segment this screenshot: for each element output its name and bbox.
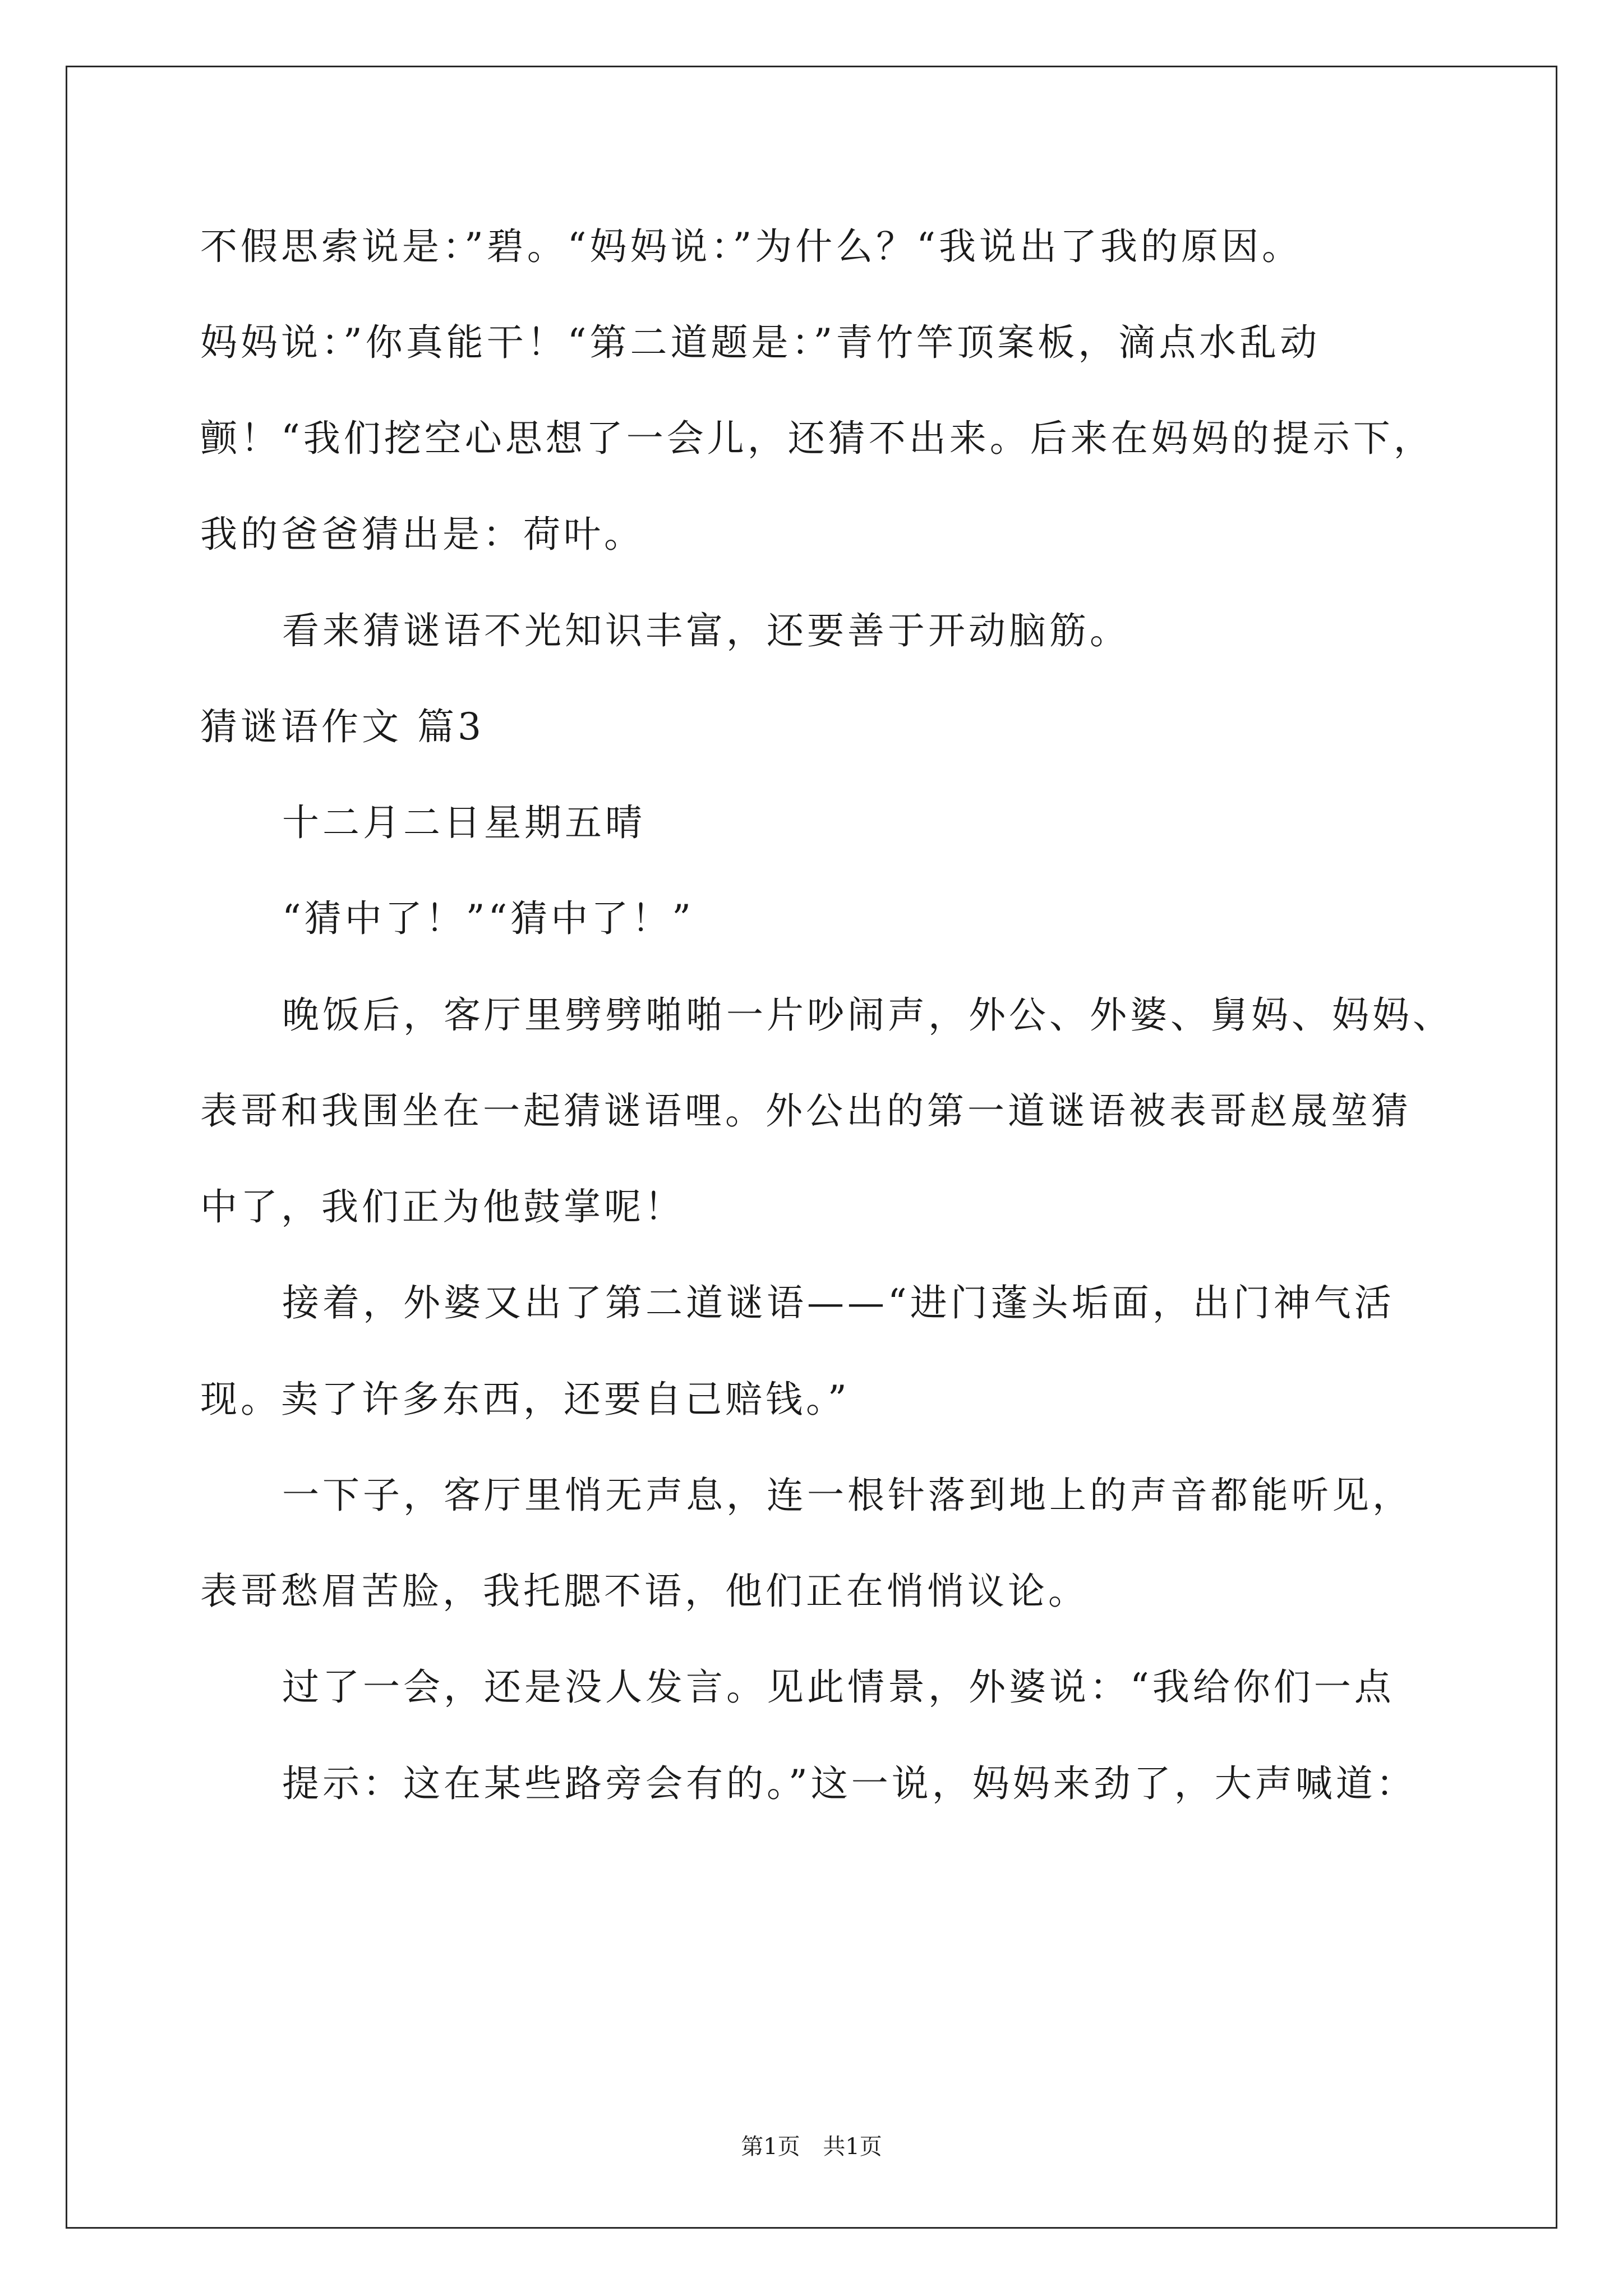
text-line: 中了，我们正为他鼓掌呢！ xyxy=(200,1185,685,1228)
page-number-total: 共1页 xyxy=(823,2134,882,2160)
text-line: 现。卖了许多东西，还要自己赔钱。” xyxy=(200,1378,850,1421)
page-number-current: 第1页 xyxy=(741,2134,800,2160)
text-line: 十二月二日星期五晴 xyxy=(282,801,645,844)
text-line: “猜中了！”“猜中了！” xyxy=(282,897,694,940)
text-line: 颤！“我们挖空心思想了一会儿，还猜不出来。后来在妈妈的提示下， xyxy=(200,417,1434,460)
text-line: 一下子，客厅里悄无声息，连一根针落到地上的声音都能听见， xyxy=(282,1474,1413,1517)
text-line: 接着，外婆又出了第二道谜语——“进门蓬头垢面，出门神气活 xyxy=(282,1281,1395,1324)
text-line: 看来猜谜语不光知识丰富，还要善于开动脑筋。 xyxy=(282,609,1130,652)
section-heading: 猜谜语作文 篇3 xyxy=(200,705,485,748)
text-line: 不假思索说是：”碧。“妈妈说：”为什么？“我说出了我的原因。 xyxy=(200,225,1302,268)
text-line: 表哥和我围坐在一起猜谜语哩。外公出的第一道谜语被表哥赵晟堃猜 xyxy=(200,1089,1412,1133)
text-line: 过了一会，还是没人发言。见此情景，外婆说：“我给你们一点 xyxy=(282,1665,1395,1709)
text-line: 表哥愁眉苦脸，我托腮不语，他们正在悄悄议论。 xyxy=(200,1570,1089,1613)
page-border xyxy=(66,66,1557,2229)
text-line: 妈妈说：”你真能干！“第二道题是：”青竹竿顶案板，滴点水乱动 xyxy=(200,321,1321,364)
text-line: 我的爸爸猜出是：荷叶。 xyxy=(200,513,644,556)
page-footer xyxy=(0,2129,1623,2161)
text-line: 晚饭后，客厅里劈劈啪啪一片吵闹声，外公、外婆、舅妈、妈妈、 xyxy=(282,993,1453,1037)
text-line: 提示：这在某些路旁会有的。”这一说，妈妈来劲了，大声喊道： xyxy=(282,1762,1417,1805)
